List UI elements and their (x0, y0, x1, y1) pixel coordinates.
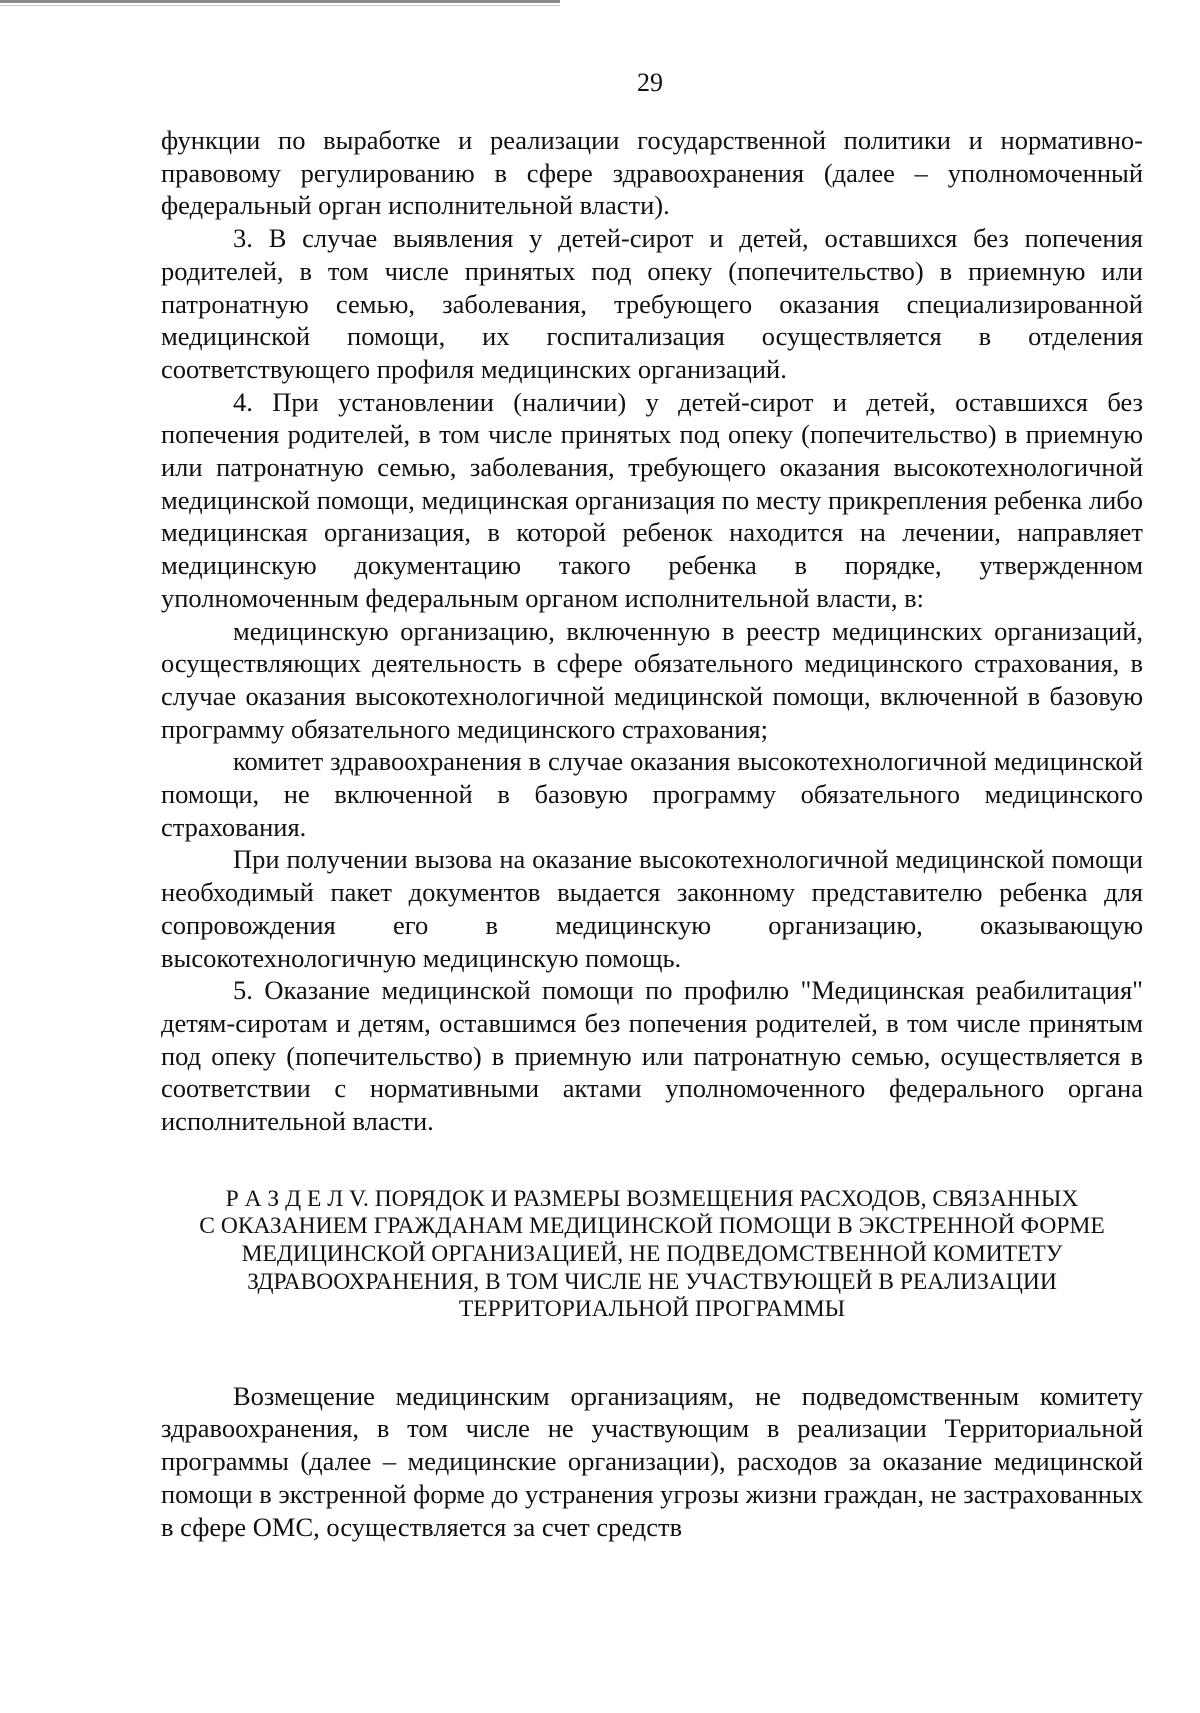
paragraph-item-4-option-1: медицинскую организацию, включенную в реестр медицинских организаций, осуществляющих деятельность в сфере обязательного медицинского страхования, в случае оказания высокотехнологичной медицинской помощи, включенной в базовую программу обязательного медицинского страхования; (161, 615, 1143, 744)
section-heading-line: Р А З Д Е Л V. ПОРЯДОК И РАЗМЕРЫ ВОЗМЕЩЕНИЯ РАСХОДОВ, СВЯЗАННЫХ (225, 1185, 1079, 1212)
paragraph-item-4-note: При получении вызова на оказание высокотехнологичной медицинской помощи необходимый пакет документов выдается законному представителю ребенка для сопровождения его в медицинскую организацию, оказывающую высокотехнологичную медицинскую помощь. (161, 844, 1143, 973)
section-heading-line: С ОКАЗАНИЕМ ГРАЖДАНАМ МЕДИЦИНСКОЙ ПОМОЩИ В ЭКСТРЕННОЙ ФОРМЕ (199, 1213, 1105, 1240)
scan-edge-line-secondary (0, 5, 560, 6)
paragraph-item-3: 3. В случае выявления у детей-сирот и детей, оставшихся без попечения родителей, в том числе принятых под опеку (попечительство) в приемную или патронатную семью, заболевания, требующего оказания специализированной медицинской помощи, их госпитализация осуществляется в отделения соответствующего профиля медицинских организаций. (161, 223, 1143, 384)
document-body (161, 124, 1143, 1543)
scan-edge-line (0, 0, 560, 3)
paragraph-continuation: функции по выработке и реализации государственной политики и нормативно-правовому регулированию в сфере здравоохранения (далее – уполномоченный федеральный орган исполнительной власти). (161, 125, 1143, 221)
paragraph-section-5-body: Возмещение медицинским организациям, не подведомственным комитету здравоохранения, в том числе не участвующим в реализации Территориальной программы (далее – медицинские организации), расходов за оказание медицинской помощи в экстренной форме до устранения угрозы жизни граждан, не застрахованных в сфере ОМС, осуществляется за счет средств (161, 1380, 1143, 1542)
page-number: 29 (637, 68, 663, 97)
paragraph-item-5: 5. Оказание медицинской помощи по профилю "Медицинская реабилитация" детям-сиротам и детям, оставшимся без попечения родителей, в том числе принятым под опеку (попечительство) в приемную или патронатную семью, осуществляется в соответствии с нормативными актами уполномоченного федерального органа исполнительной власти. (161, 975, 1143, 1137)
section-heading-line: ТЕРРИТОРИАЛЬНОЙ ПРОГРАММЫ (458, 1296, 846, 1323)
section-heading-line: ЗДРАВООХРАНЕНИЯ, В ТОМ ЧИСЛЕ НЕ УЧАСТВУЮЩЕЙ В РЕАЛИЗАЦИИ (247, 1268, 1057, 1295)
paragraph-item-4-option-2: комитет здравоохранения в случае оказания высокотехнологичной медицинской помощи, не включенной в базовую программу обязательного медицинского страхования. (161, 746, 1143, 842)
section-heading (161, 1186, 1143, 1324)
section-heading-line: МЕДИЦИНСКОЙ ОРГАНИЗАЦИЕЙ, НЕ ПОДВЕДОМСТВЕННОЙ КОМИТЕТУ (241, 1240, 1063, 1267)
paragraph-item-4: 4. При установлении (наличии) у детей-сирот и детей, оставшихся без попечения родителей, в том числе принятых под опеку (попечительство) в приемную или патронатную семью, заболевания, требующего оказания высокотехнологичной медицинской помощи, медицинская организация по месту прикрепления ребенка либо медицинская организация, в которой ребенок находится на лечении, направляет медицинскую документацию такого ребенка в порядке, утвержденном уполномоченным федеральным органом исполнительной власти, в: (161, 386, 1143, 613)
